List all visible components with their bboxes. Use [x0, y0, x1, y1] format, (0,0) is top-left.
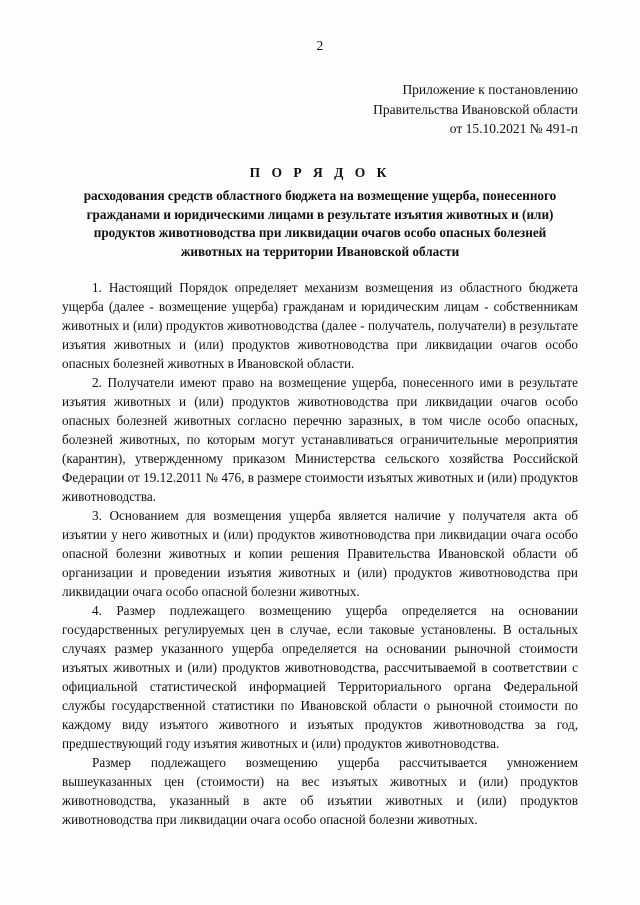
appendix-header-line-2: Правительства Ивановской области	[373, 101, 578, 117]
document-subtitle: расходования средств областного бюджета на возмещение ущерба, понесенного гражданами и юридическими лицами в результате изъятия животных и (или) продуктов животноводства при ликвидации очагов особо опасных болезней животных на территории Ивановской области	[83, 187, 557, 260]
page-number: 2	[316, 38, 324, 53]
paragraph-1: 1. Настоящий Порядок определяет механизм возмещения из областного бюджета ущерба (далее - возмещение ущерба) гражданам и юридическим лицам - собственникам животных и (или) продуктов животноводства (далее - получатель, получатели) в результате изъятия животных и (или) продуктов животноводства при ликвидации очагов особо опасных болезней животных в Ивановской области.	[62, 280, 578, 372]
document-body	[62, 278, 578, 829]
appendix-header	[62, 80, 578, 139]
appendix-header-line-1: Приложение к постановлению	[402, 82, 578, 97]
appendix-header-line-3: от 15.10.2021 № 491-п	[449, 121, 578, 137]
paragraph-3: 3. Основанием для возмещения ущерба является наличие у получателя акта об изъятии у него животных и (или) продуктов животноводства при ликвидации очага особо опасной болезни животных и копии решения Правительства Ивановской области об организации и проведении изъятия животных и (или) продуктов животноводства при ликвидации очага особо опасной болезни животных.	[62, 508, 578, 600]
paragraph-2: 2. Получатели имеют право на возмещение ущерба, понесенного ими в результате изъятия животных и (или) продуктов животноводства при ликвидации очагов особо опасных болезней животных согласно перечню заразных, в том числе особо опасных, болезней животных, по которым могут устанавливаться ограничительные мероприятия (карантин), утвержденному приказом Министерства сельского хозяйства Российской Федерации от 19.12.2011 № 476, в размере стоимости изъятых животных и (или) продуктов животноводства.	[62, 375, 578, 505]
paragraph-4: 4. Размер подлежащего возмещению ущерба определяется на основании государственных регулируемых цен в случае, если таковые установлены. В остальных случаях размер указанного ущерба определяется на основании рыночной стоимости изъятых животных и (или) продуктов животноводства, рассчитываемой в соответствии с официальной статистической информацией Территориального органа Федеральной службы государственной статистики по Ивановской области о рыночной стоимости по каждому виду изъятого животного и изъятых продуктов животноводства за год, предшествующий году изъятия животных и (или) продуктов животноводства.	[62, 603, 578, 752]
paragraph-5: Размер подлежащего возмещению ущерба рассчитывается умножением вышеуказанных цен (стоимости) на вес изъятых животных и (или) продуктов животноводства, указанный в акте об изъятии животных и (или) продуктов животноводства при ликвидации очага особо опасной болезни животных.	[62, 755, 578, 828]
document-title: П О Р Я Д О К	[249, 164, 391, 180]
